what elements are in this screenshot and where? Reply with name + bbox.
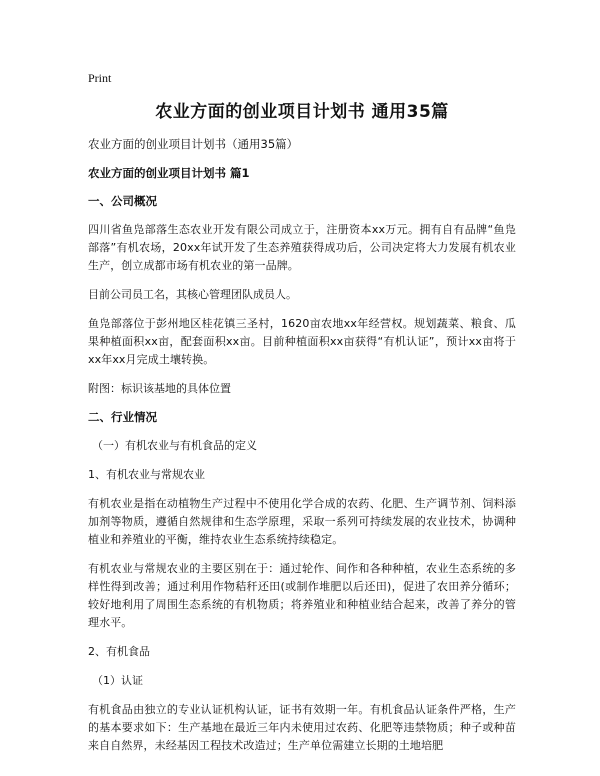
heading-company-overview: 一、公司概况 <box>88 194 157 208</box>
page-title: 农业方面的创业项目计划书 通用35篇 <box>155 102 449 122</box>
paragraph-organic-definition: 有机农业是指在动植物生产过程中不使用化学合成的农药、化肥、生产调节剂、饲料添加剂等物质，遵循自然规律和生态学原理，采取一系列可持续发展的农业技术，协调种植业和养殖业的平衡，维持农业生态系统持续稳定。 <box>88 497 516 546</box>
subheading-certification: （1）认证 <box>92 674 143 687</box>
paragraph-staff: 目前公司员工名，其核心管理团队成员人。 <box>88 288 297 301</box>
paragraph-location: 鱼凫部落位于彭州地区桂花镇三圣村，1620亩农地xx年经营权。规划蔬菜、粮食、瓜果种植面积xx亩，配套面积xx亩。目前种植面积xx亩获得“有机认证”，预计xx亩将于xx年xx月完成土壤转换。 <box>88 317 516 366</box>
print-label[interactable]: Print <box>88 71 112 85</box>
paragraph-map-note: 附图：标识该基地的具体位置 <box>88 382 231 395</box>
subheading-definition: （一）有机农业与有机食品的定义 <box>92 439 257 452</box>
paragraph-company-intro: 四川省鱼凫部落生态农业开发有限公司成立于，注册资本xx万元。拥有自有品牌“鱼凫部落”有机农场，20xx年试开发了生态养殖获得成功后，公司决定将大力发展有机农业生产，创立成都市场有机农业的第一品牌。 <box>88 223 516 272</box>
heading-industry: 二、行业情况 <box>88 410 157 424</box>
paragraph-certification: 有机食品由独立的专业认证机构认证，证书有效期一年。有机食品认证条件严格，生产的基本要求如下：生产基地在最近三年内未使用过农药、化肥等违禁物质；种子或种苗来自自然界，未经基因工程技术改造过；生产单位需建立长期的土地培肥 <box>88 703 516 752</box>
document-content <box>88 70 516 766</box>
document-subtitle: 农业方面的创业项目计划书（通用35篇） <box>88 137 299 151</box>
subheading-organic-vs-conventional: 1、有机农业与常规农业 <box>88 468 205 481</box>
subheading-organic-food: 2、有机食品 <box>88 645 150 658</box>
section-title: 农业方面的创业项目计划书 篇1 <box>88 166 250 180</box>
paragraph-differences: 有机农业与常规农业的主要区别在于：通过轮作、间作和各种种植，农业生态系统的多样性得到改善；通过利用作物秸秆还田(或制作堆肥以后还田)，促进了农田养分循环；较好地利用了周围生态系统的有机物质；将养殖业和种植业结合起来，改善了养分的管理水平。 <box>88 562 516 629</box>
